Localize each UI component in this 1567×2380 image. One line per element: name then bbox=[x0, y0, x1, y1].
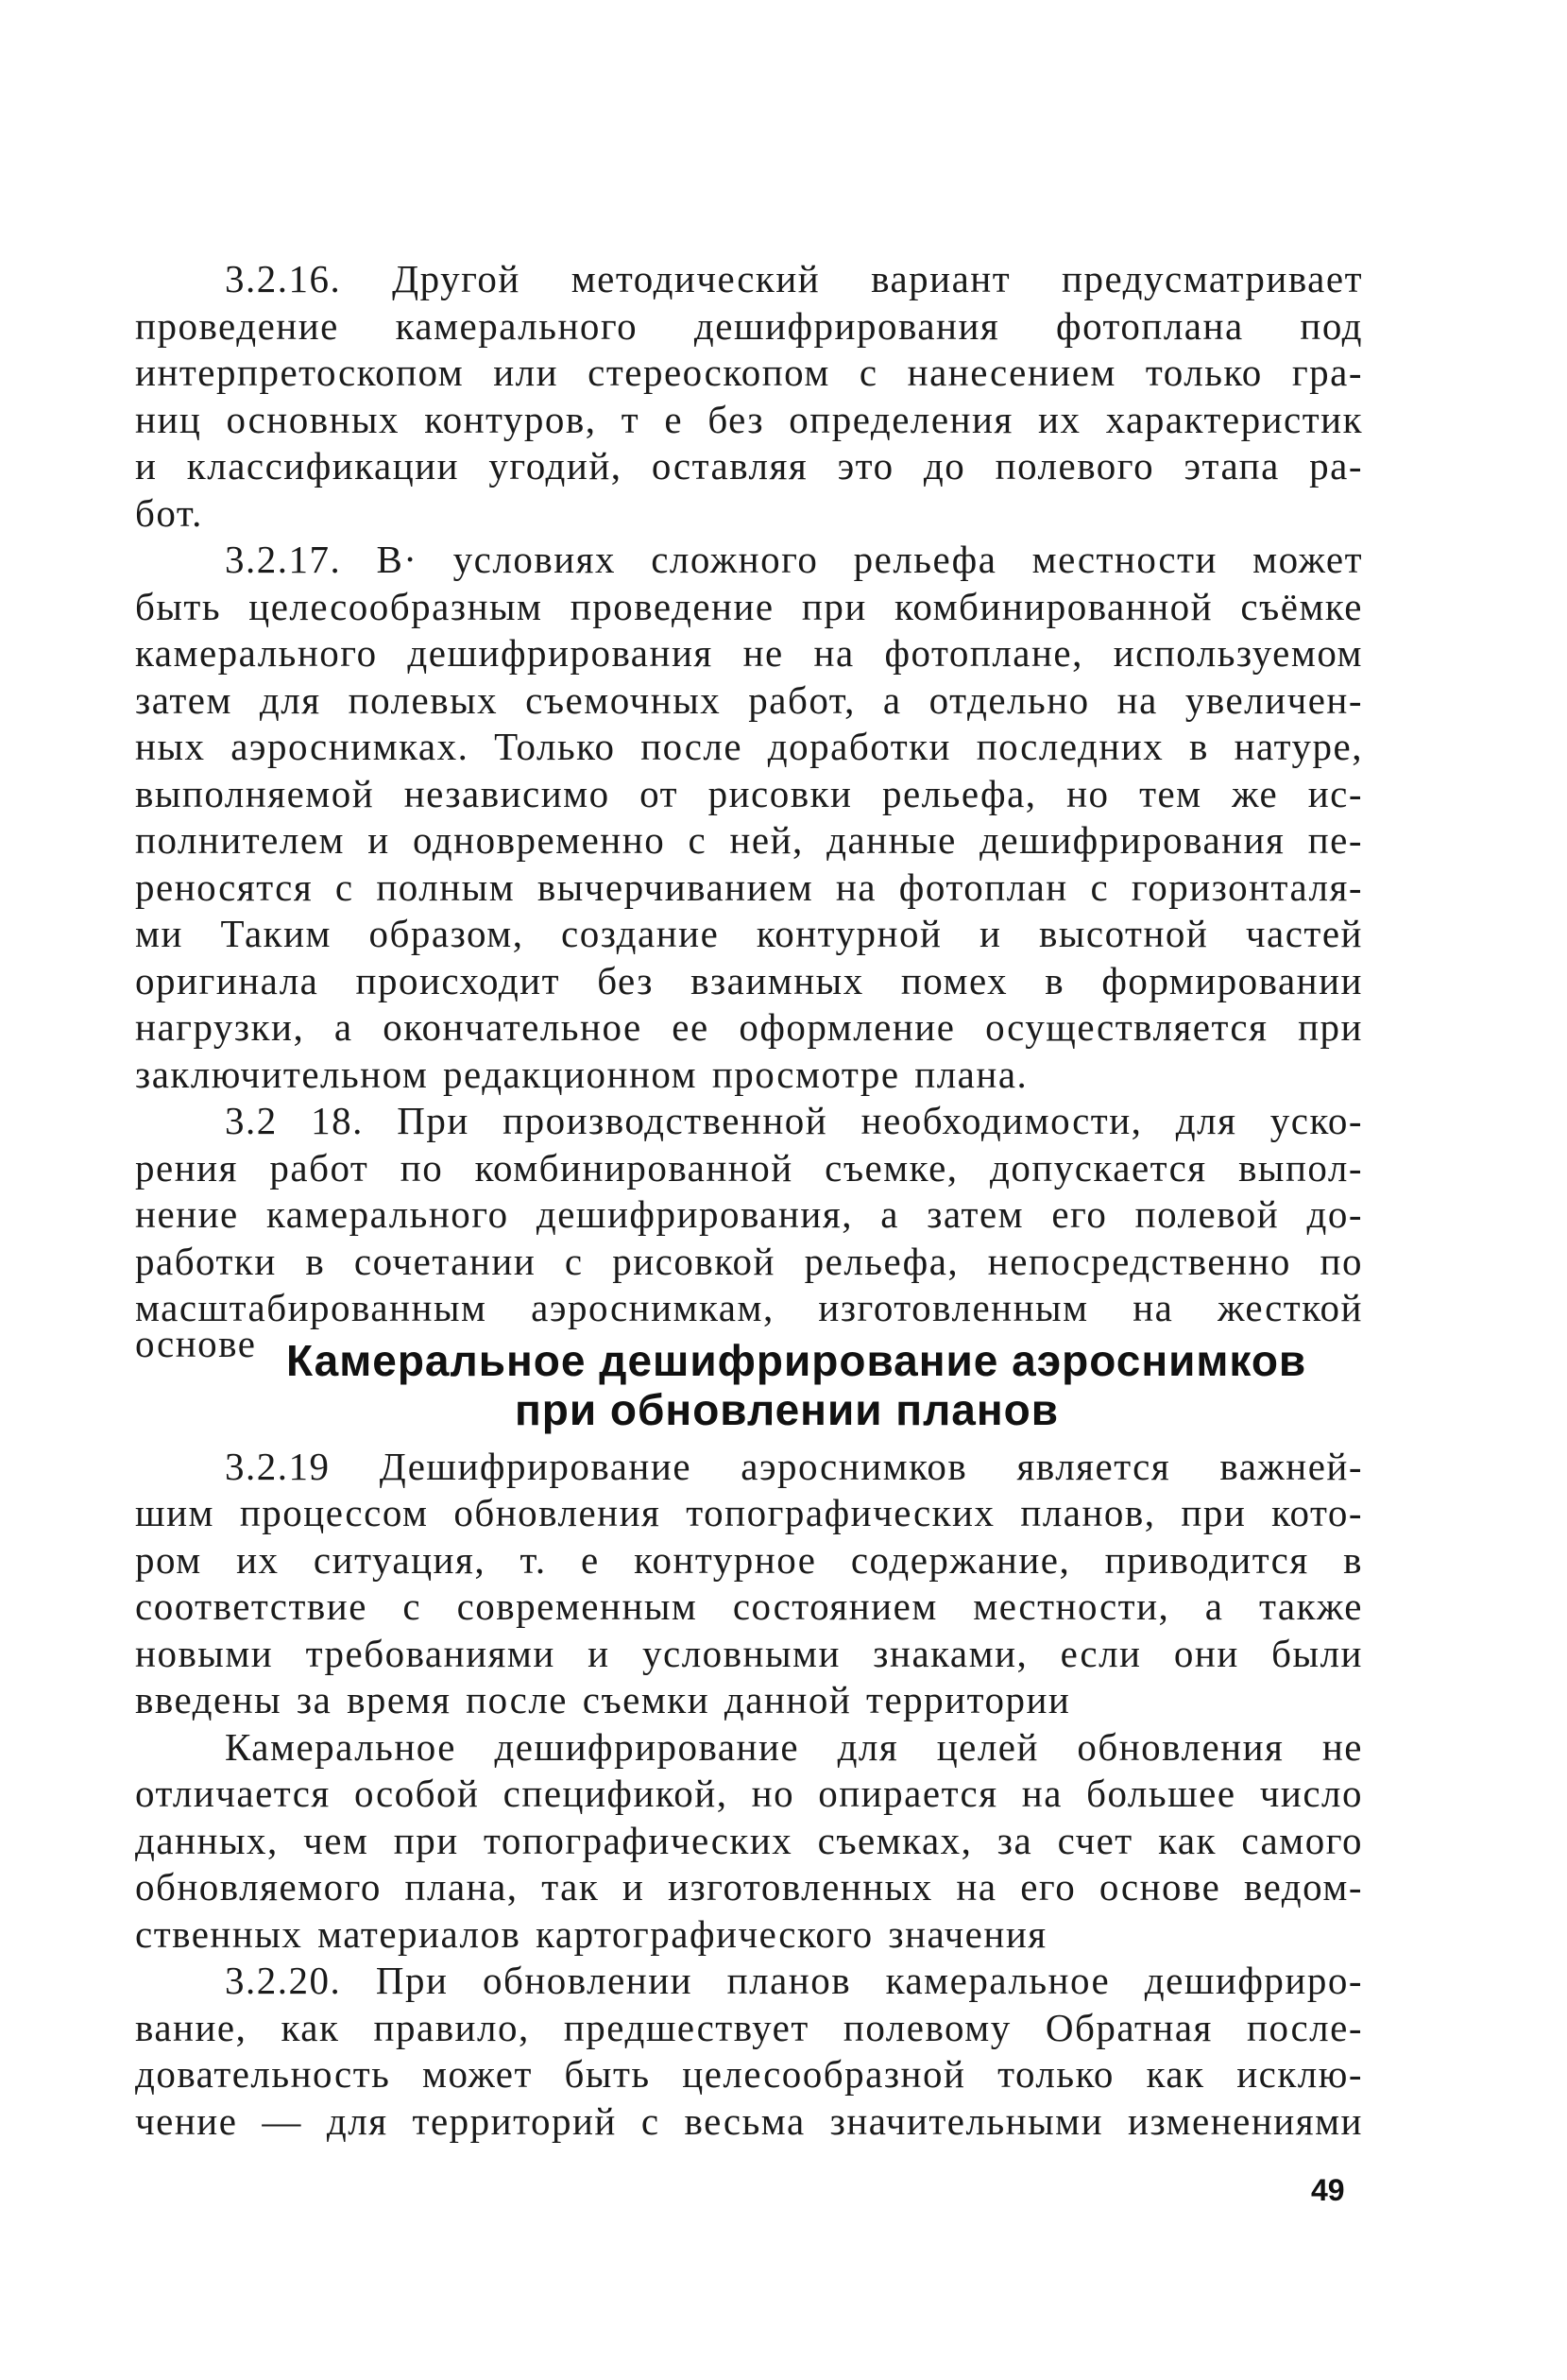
heading-row bbox=[135, 1321, 1363, 1385]
text-line: работки в сочетании с рисовкой рельефа, непосредственно по bbox=[135, 1239, 1363, 1283]
text-line: бот. bbox=[135, 490, 203, 535]
paragraph-3-2-16 bbox=[135, 257, 1363, 538]
text-line: затем для полевых съемочных работ, а отдельно на увеличен- bbox=[135, 677, 1363, 722]
text-line: довательность может быть целесообразной только как исклю- bbox=[135, 2052, 1363, 2096]
page-number: 49 bbox=[1311, 2173, 1345, 2207]
text-line: быть целесообразным проведение при комбинированной съёмке bbox=[135, 584, 1363, 628]
text-line: полнителем и одновременно с ней, данные дешифрирования пе- bbox=[135, 818, 1363, 862]
text-line: соответствие с современным состоянием местности, а также bbox=[135, 1584, 1363, 1628]
section-heading-line-1: Камеральное дешифрирование аэроснимков bbox=[286, 1335, 1307, 1385]
paragraph-3-2-19 bbox=[135, 1445, 1363, 1725]
text-line: 3.2 18. При производственной необходимости, для уско- bbox=[225, 1099, 1363, 1142]
text-line: 3.2.16. Другой методический вариант предусматривает bbox=[225, 257, 1363, 300]
text-line: ственных материалов картографического значения bbox=[135, 1911, 1048, 1956]
paragraph-last-word: основе bbox=[135, 1321, 257, 1365]
text-line: оригинала происходит без взаимных помех в формировании bbox=[135, 958, 1363, 1002]
text-line: чение — для территорий с весьма значительными изменениями bbox=[135, 2098, 1363, 2143]
text-line: отличается особой спецификой, но опирается на большее число bbox=[135, 1772, 1363, 1815]
text-line: ниц основных контуров, т е без определения их характеристик bbox=[135, 397, 1363, 441]
text-line: нение камерального дешифрирования, а затем его полевой до- bbox=[135, 1192, 1363, 1236]
text-line: 3.2.20. При обновлении планов камеральное дешифриро- bbox=[225, 1959, 1363, 2002]
paragraph-kameralnoe bbox=[135, 1725, 1363, 1960]
text-line: нагрузки, а окончательное ее оформление осуществляется при bbox=[135, 1005, 1363, 1049]
text-line: заключительном редакционном просмотре плана. bbox=[135, 1052, 1029, 1096]
text-line: камерального дешифрирования не на фотоплане, используемом bbox=[135, 631, 1363, 675]
text-line: рения работ по комбинированной съемке, допускается выпол- bbox=[135, 1145, 1363, 1190]
text-line: 3.2.19 Дешифрирование аэроснимков является важней- bbox=[225, 1444, 1363, 1488]
section-heading-line-2: при обновлении планов bbox=[514, 1384, 1060, 1434]
paragraph-3-2-18 bbox=[135, 1099, 1363, 1333]
document-page bbox=[135, 257, 1363, 2146]
text-line: и классификации угодий, оставляя это до полевого этапа ра- bbox=[135, 444, 1363, 488]
text-line: шим процессом обновления топографических планов, при кото- bbox=[135, 1491, 1363, 1534]
text-line: новыми требованиями и условными знаками, если они были bbox=[135, 1631, 1363, 1675]
text-line: интерпретоскопом или стереоскопом с нанесением только гра- bbox=[135, 351, 1363, 394]
text-line: обновляемого плана, так и изготовленных на его основе ведом- bbox=[135, 1865, 1363, 1909]
text-line: масштабированным аэроснимкам, изготовленным на жесткой bbox=[135, 1286, 1363, 1329]
paragraph-3-2-17 bbox=[135, 538, 1363, 1099]
text-line: ных аэроснимках. Только после доработки последних в натуре, bbox=[135, 725, 1363, 768]
text-line: 3.2.17. В· условиях сложного рельефа местности может bbox=[225, 538, 1363, 581]
text-line: выполняемой независимо от рисовки рельефа, но тем же ис- bbox=[135, 771, 1363, 815]
text-line: вание, как правило, предшествует полевому Обратная после- bbox=[135, 2005, 1363, 2049]
text-line: ми Таким образом, создание контурной и высотной частей bbox=[135, 912, 1363, 955]
text-line: введены за время после съемки данной территории bbox=[135, 1678, 1071, 1721]
paragraph-3-2-20 bbox=[135, 1959, 1363, 2146]
text-line: Камеральное дешифрирование для целей обновления не bbox=[225, 1724, 1363, 1769]
text-line: данных, чем при топографических съемках, за счет как самого bbox=[135, 1818, 1363, 1862]
text-line: проведение камерального дешифрирования фотоплана под bbox=[135, 303, 1363, 348]
text-line: ром их ситуация, т. е контурное содержание, приводится в bbox=[135, 1537, 1363, 1582]
text-line: реносятся с полным вычерчиванием на фотоплан с горизонталя- bbox=[135, 865, 1363, 909]
